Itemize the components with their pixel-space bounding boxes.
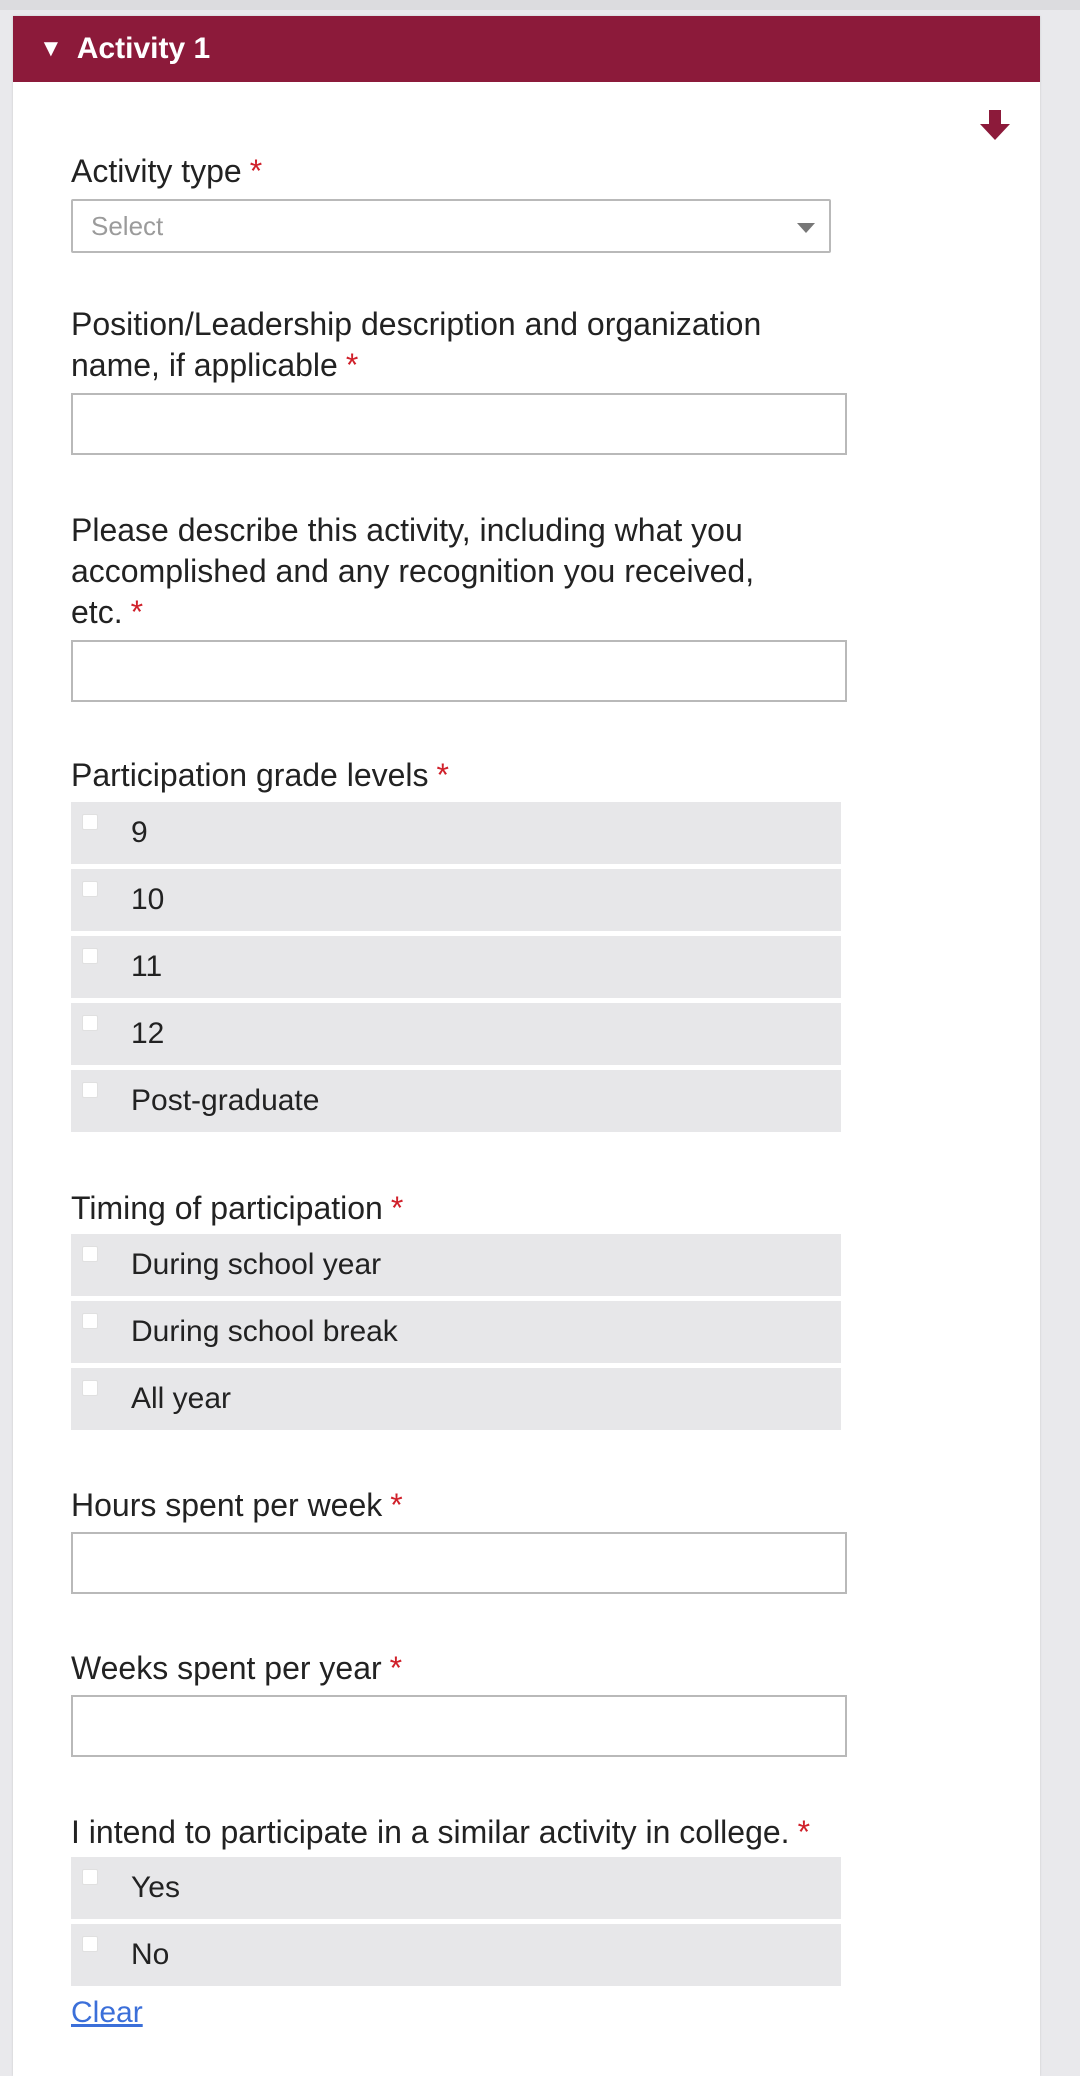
option-label: During school year [131, 1248, 382, 1281]
option-label: Post-graduate [131, 1084, 320, 1117]
option-label: All year [131, 1382, 232, 1415]
checkbox[interactable] [82, 1082, 98, 1098]
radio-button[interactable] [82, 1869, 98, 1885]
position-label: Position/Leadership description and organization name, if applicable * [71, 306, 762, 383]
hours-label: Hours spent per week * [71, 1487, 403, 1523]
required-asterisk: * [130, 594, 144, 630]
collapse-triangle-icon[interactable]: ▼ [39, 35, 63, 62]
college-option-no[interactable] [71, 1924, 841, 1986]
option-label: 10 [131, 883, 165, 916]
option-label: No [131, 1938, 170, 1971]
college-option-yes[interactable] [71, 1857, 841, 1919]
timing-label: Timing of participation * [71, 1190, 404, 1226]
top-divider [0, 0, 1080, 10]
grade-levels-label: Participation grade levels * [71, 757, 449, 793]
grade-option-12[interactable] [71, 1003, 841, 1065]
timing-option-all-year[interactable] [71, 1368, 841, 1430]
college-intent-label: I intend to participate in a similar activity in college. * [71, 1814, 811, 1850]
option-label: 9 [131, 816, 148, 849]
dropdown-caret-icon [797, 223, 815, 233]
required-asterisk: * [249, 153, 263, 189]
required-asterisk: * [436, 757, 449, 793]
checkbox[interactable] [82, 1380, 98, 1396]
option-label: Yes [131, 1871, 180, 1904]
weeks-input[interactable] [71, 1695, 847, 1757]
download-arrow-icon[interactable] [978, 108, 1012, 142]
hours-input[interactable] [71, 1532, 847, 1594]
radio-button[interactable] [82, 1936, 98, 1952]
required-asterisk: * [345, 347, 359, 383]
activity-type-select[interactable] [71, 199, 831, 253]
option-label: 11 [131, 950, 163, 983]
checkbox[interactable] [82, 1246, 98, 1262]
activity-header[interactable] [13, 16, 1040, 82]
checkbox[interactable] [82, 814, 98, 830]
grade-option-10[interactable] [71, 869, 841, 931]
activity-title: Activity 1 [76, 32, 211, 65]
activity-type-label: Activity type * [71, 153, 263, 189]
option-label: During school break [131, 1315, 398, 1348]
required-asterisk: * [797, 1814, 811, 1850]
description-input[interactable] [71, 640, 847, 702]
grade-option-11[interactable] [71, 936, 841, 998]
checkbox[interactable] [82, 1313, 98, 1329]
option-label: 12 [131, 1017, 165, 1050]
description-label: Please describe this activity, including what you accomplished and any recognition you received, etc. * [71, 512, 755, 630]
grade-option-9[interactable] [71, 802, 841, 864]
grade-option-post-graduate[interactable] [71, 1070, 841, 1132]
required-asterisk: * [390, 1487, 403, 1523]
timing-option-school-year[interactable] [71, 1234, 841, 1296]
checkbox[interactable] [82, 1015, 98, 1031]
weeks-label: Weeks spent per year * [71, 1650, 403, 1686]
checkbox[interactable] [82, 948, 98, 964]
clear-link[interactable]: Clear [71, 1996, 143, 2029]
required-asterisk: * [390, 1190, 404, 1226]
checkbox[interactable] [82, 881, 98, 897]
activity-type-placeholder: Select [91, 210, 164, 241]
position-input[interactable] [71, 393, 847, 455]
timing-option-school-break[interactable] [71, 1301, 841, 1363]
required-asterisk: * [389, 1650, 403, 1686]
